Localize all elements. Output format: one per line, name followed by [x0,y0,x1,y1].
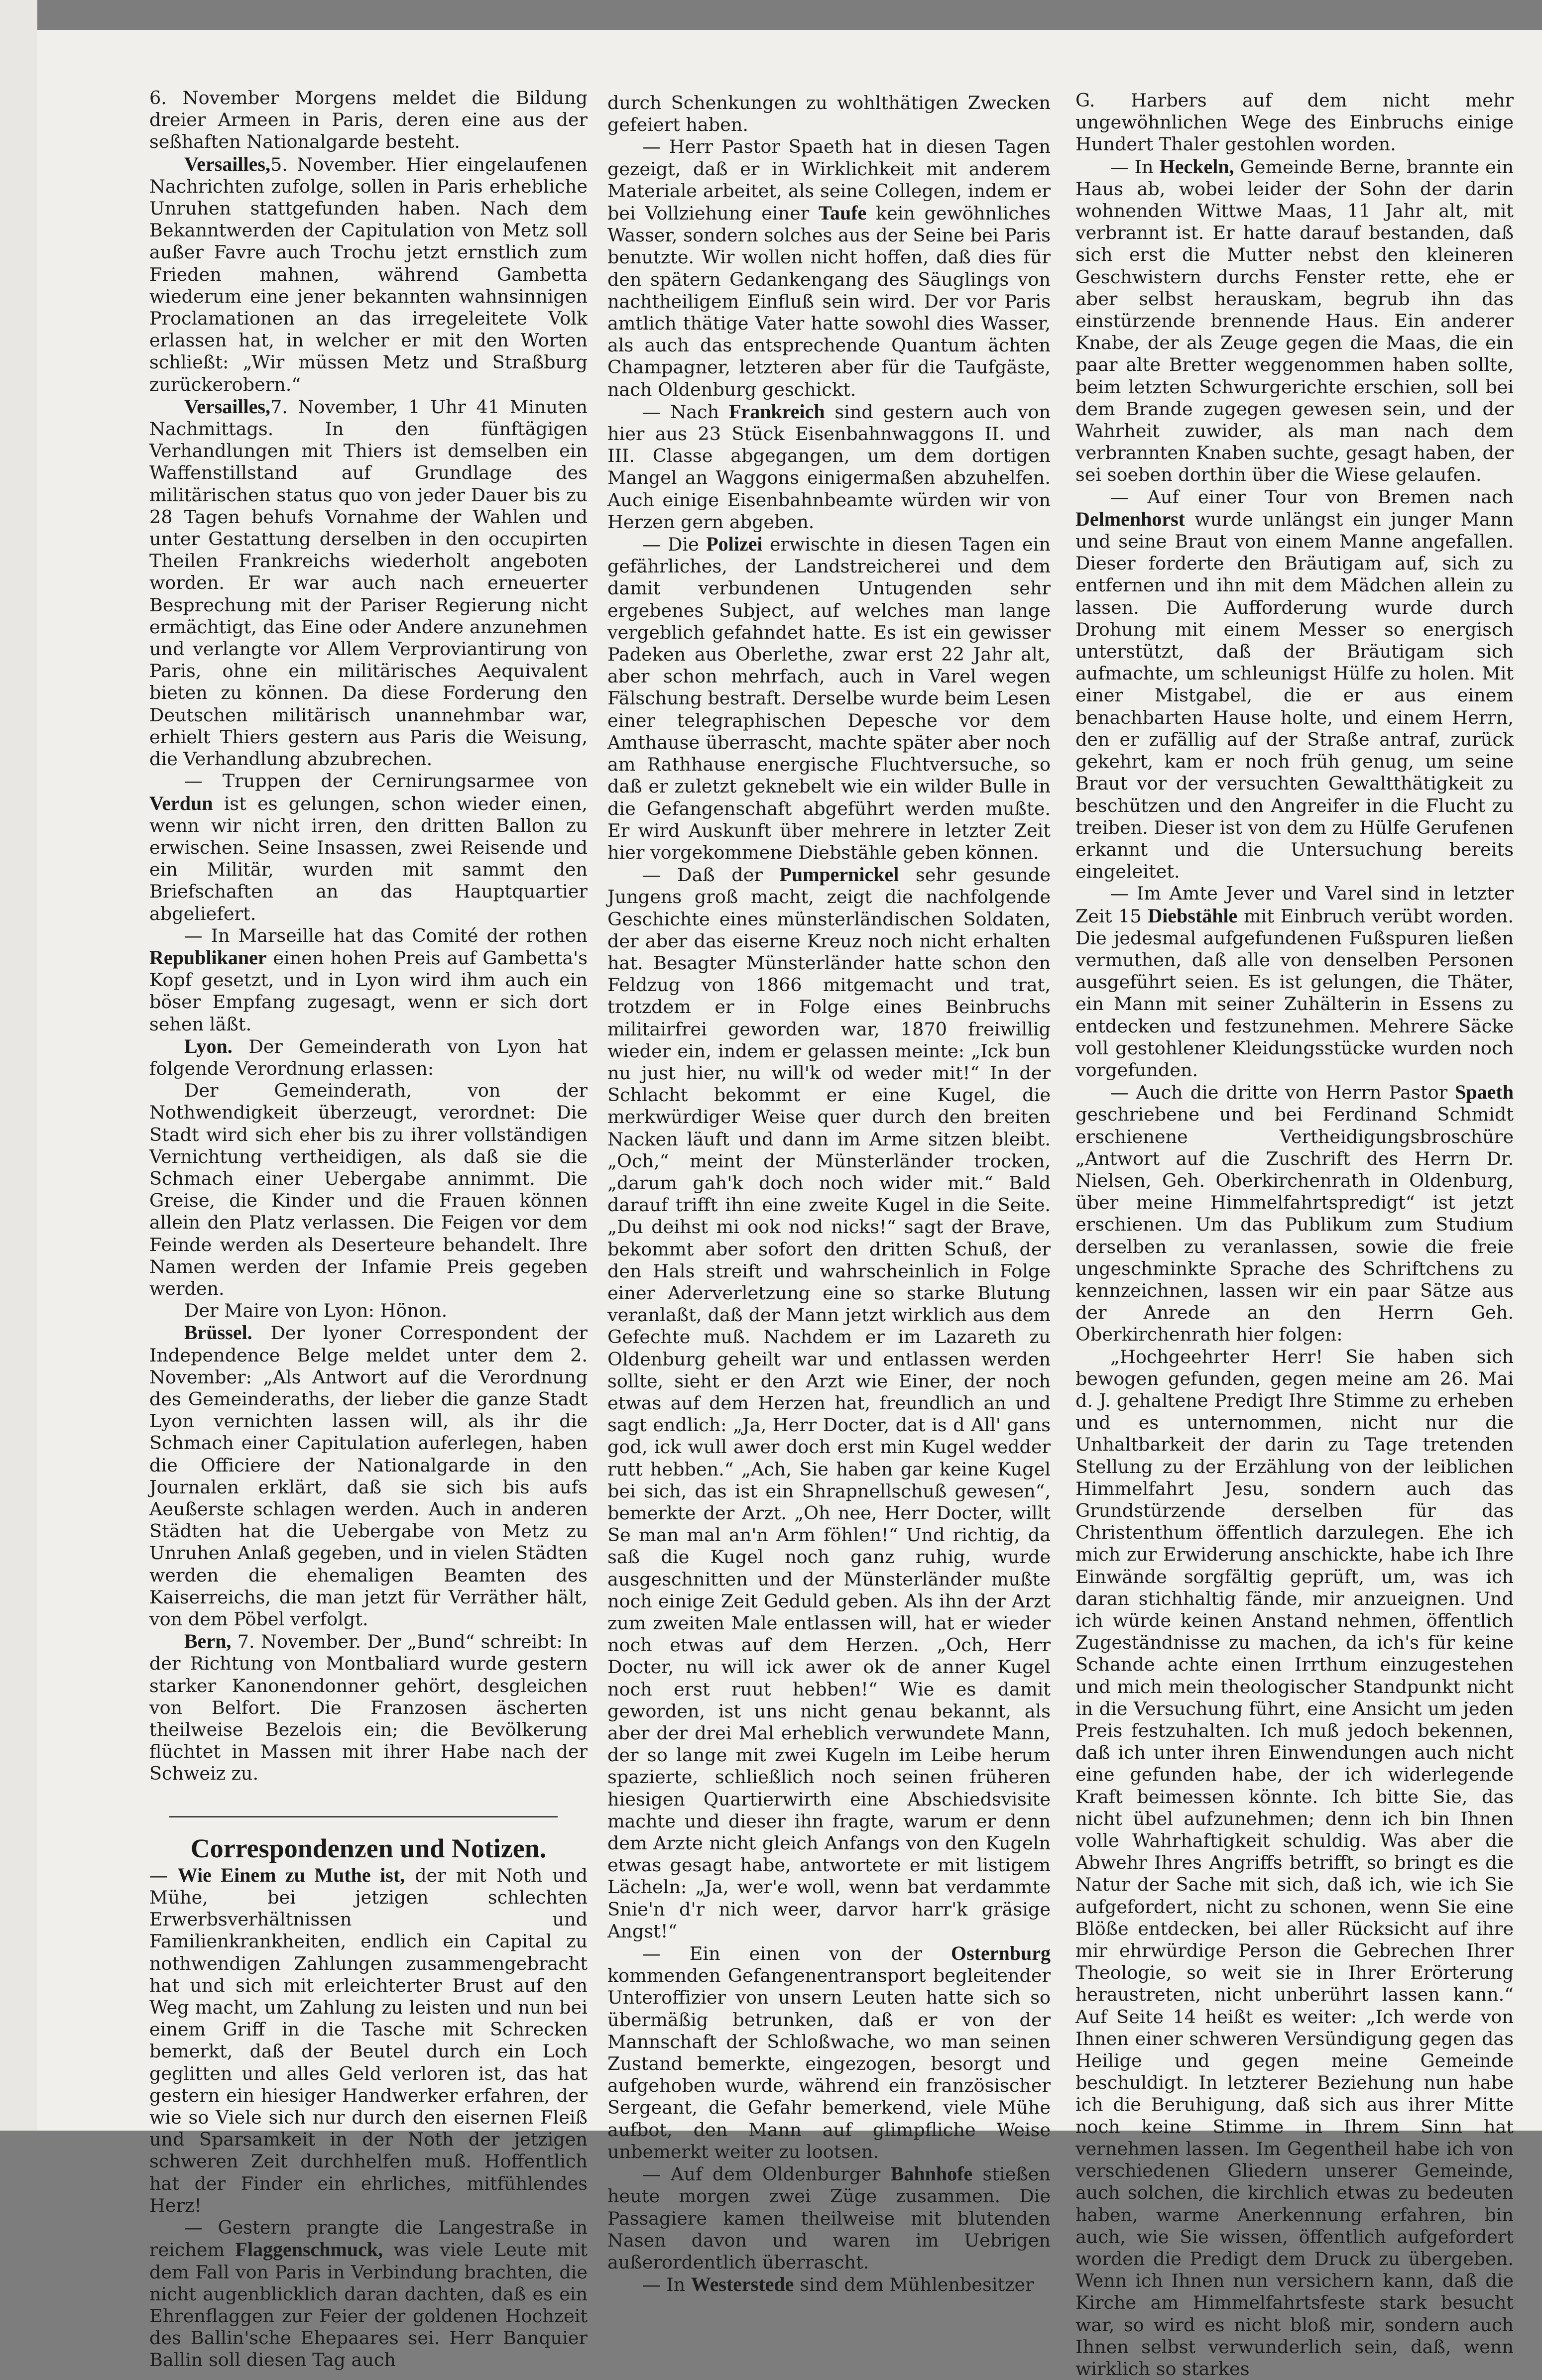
article-paragraph: Der Maire von Lyon: Hönon. [184,1300,448,1322]
article-paragraph [607,864,1051,1942]
article-text: — Nach [642,401,729,423]
article-text: einen hohen Preis auf Gambetta's Kopf gesetzt, und in Lyon wird ihm auch ein böser Empfang zugesagt, wenn er sich dort sehen läßt. [149,947,588,1035]
article-text: Der Gemeinderath von Lyon hat folgende Verordnung erlassen: [149,1035,588,1079]
section-divider [169,1816,558,1817]
article-paragraph [1075,156,1514,486]
article-paragraph [149,2217,588,2371]
article-paragraph [607,2163,1051,2273]
article-paragraph [149,770,588,924]
article-text: kommenden Gefangenentransport begleitender Unteroffizier von unsern Leuten hatte sich so übermäßig betrunken, daß er von der Mannschaft der Schloßwache, wo man seinen Zustand bemerkte, eingezogen, besorgt und aufgehoben wurde, während ein französischer Sergeant, die Gefahr bemerkend, viele Mühe aufbot, den Mann auf glimpfliche Weise unbemerkt weiter zu lootsen. [607,1965,1051,2162]
article-paragraph: durch Schenkungen zu wohlthätigen Zwecken gefeiert haben. [607,92,1051,136]
article-keyword: Flaggenschmuck, [235,2238,383,2261]
article-text: Gemeinde Berne, brannte ein Haus ab, wobei leider der Sohn der darin wohnenden Wittwe Maas, 11 Jahr alt, mit verbrannt ist. Er hatte darauf bestanden, daß sich erst die Mutter nebst den kleineren Geschwistern durchs Fenster rette, ehe er aber selbst herauskam, begrub ihn das einstürzende brennende Haus. Ein anderer Knabe, der als Zeuge gegen die Maas, die ein paar alte Bretter weggenommen haben sollte, beim letzten Schwurgerichte erschien, soll bei dem Brande zugegen gewesen sein, und der Wahrheit zuwider, als man nach dem verbrannten Knaben suchte, gesagt haben, der sei soeben dorthin über die Wiese gelaufen. [1075,156,1514,486]
article-text: — In Marseille hat das Comité der rothen [184,924,588,946]
article-keyword: Frankreich [729,400,825,423]
article-keyword: Westerstede [691,2273,794,2296]
article-keyword: Spaeth [1455,1081,1514,1104]
article-text: — [149,1864,178,1886]
article-keyword: Heckeln, [1159,155,1234,178]
article-text: geschriebene und bei Ferdinand Schmidt erschienene Vertheidigungsbroschüre „Antwort auf die Zuschrift des Herrn Dr. Nielsen, Geh. Oberkirchenrath in Oldenburg, über meine Himmelfahrtspredigt“ ist jetzt erschienen. Um das Publikum zum Studium derselben zu veranlassen, sowie die freie ungeschminkte Sprache des Schriftchens zu kennzeichnen, lassen wir ein paar Sätze aus der Anrede an den Herrn Geh. Oberkirchenrath hier folgen: [1075,1104,1514,1346]
article-text: — Die [642,534,707,556]
page-edge [0,0,37,2131]
article-text: — Auf einer Tour von Bremen nach [1110,486,1514,508]
article-text: ist es gelungen, schon wieder einen, wenn wir nicht irren, den dritten Ballon zu erwischen. Seine Insassen, zwei Reisende und ein Militär, wurden mit sammt den Briefschaften an das Hauptquartier abgeliefert. [149,793,588,924]
article-text: — Im Amte Jever und Varel sind in letzter Zeit 15 [1075,883,1514,927]
article-text: — In [1110,156,1160,178]
article-keyword: Brüssel. [184,1321,252,1344]
article-paragraph [149,1322,588,1630]
article-text: — Daß der [642,864,780,886]
article-paragraph [149,925,588,1035]
article-text: — Herr Pastor Spaeth hat in diesen Tagen gezeigt, daß er in Wirklichkeit mit anderem Materiale arbeitet, als seine Collegen, indem er bei Vollziehung einer [607,136,1051,225]
column-right [1075,90,1514,2380]
article-text: was viele Leute mit dem Fall von Paris in Verbindung brachten, die nicht augenblicklich daran dachten, daß es ein Ehrenflaggen zur Feier der goldenen Hochzeit des Ballin'sche Ehepaares sei. Herr Banquier Ballin soll diesen Tag auch [149,2239,588,2371]
article-paragraph [1075,486,1514,883]
article-keyword: Verdun [149,792,213,814]
article-text: 7. November. Der „Bund“ schreibt: In der Richtung von Montbaliard wurde gestern starker Kanonendonner gehört, desgleichen von Belfort. Die Franzosen äscherten theilweise Bezelois ein; die Bevölkerung flüchtet in Massen mit ihrer Habe nach der Schweiz zu. [149,1631,588,1785]
article-text: sind gestern auch von hier aus 23 Stück Eisenbahnwaggons II. und III. Classe abgegangen, um dem dortigen Mangel an Waggons einigermaßen abzuhelfen. Auch einige Eisenbahnbeamte würden wir von Herzen gern abgeben. [607,401,1051,533]
article-text: stießen heute morgen zwei Züge zusammen. Die Passagiere kamen theilweise mit blutenden Nasen davon und waren im Uebrigen außerordentlich überrascht. [607,2163,1051,2273]
article-keyword: Versailles, [184,395,270,418]
article-paragraph: 6. November Morgens meldet die Bildung dreier Armeen in Paris, deren eine aus der seßhaften Nationalgarde besteht. [149,87,588,153]
article-keyword: Pumpernickel [779,863,899,886]
article-text: — Auf dem Oldenburger [642,2163,891,2185]
article-keyword: Osternburg [951,1942,1051,1965]
article-paragraph: G. Harbers auf dem nicht mehr ungewöhnlichen Wege des Einbruchs einige Hundert Thaler gestohlen worden. [1075,90,1514,155]
article-paragraph [149,1630,588,1785]
article-text: — In [642,2274,691,2296]
article-text: 7. November, 1 Uhr 41 Minuten Nachmittags. In den fünftägigen Verhandlungen mit Thiers ist demselben ein Waffenstillstand auf Grundlage des militärischen status quo von jeder Dauer bis zu 28 Tagen behufs Vornahme der Wahlen und unter Gestattung derselben in den occupirten Theilen Frankreichs wiederholt angeboten worden. Er war auch nach erneuerter Besprechung mit der Pariser Regierung nicht ermächtigt, das Eine oder Andere anzunehmen und verlangte vor Allem Verproviantirung von Paris, ohne ein militärisches Aequivalent bieten zu können. Da diese Forderung den Deutschen militärisch unannehmbar war, erhielt Thiers gestern aus Paris die Weisung, die Verhandlung abzubrechen. [149,396,588,770]
article-keyword: Taufe [818,202,867,225]
article-keyword: Delmenhorst [1075,507,1185,530]
article-keyword: Diebstähle [1148,904,1238,927]
article-text: wurde unlängst ein junger Mann und seine Braut von einem Manne angefallen. Dieser forderte den Bräutigam auf, sich zu entfernen und ihn mit dem Mädchen allein zu lassen. Die Aufforderung wurde durch Drohung mit einem Messer so energisch unterstützt, daß der Bräutigam sich aufmachte, um schleunigst Hülfe zu holen. Mit einer Mistgabel, die er aus einem benachbarten Hause holte, und einem Herrn, den er zufällig auf der Straße antraf, zurück gekehrt, kam er noch früh genug, um seine Braut vor der versuchten Gewaltthätigkeit zu beschützen und den Angreifer in die Flucht zu treiben. Dieser ist von dem zu Hülfe Gerufenen erkannt und die Untersuchung bereits eingeleitet. [1075,508,1514,883]
article-paragraph [149,1035,588,1080]
article-text: Der lyoner Correspondent der Independence Belge meldet unter dem 2. November: „Als Antwort auf die Verordnung des Gemeinderaths, der lieber die ganze Stadt Lyon vernichten lassen will, als ihr die Schmach einer Capitulation auferlegen, haben die Officiere der Nationalgarde in den Journalen erklärt, daß sie sich bis aufs Aeußerste schlagen werden. Auch in anderen Städten hat die Uebergabe von Metz zu Unruhen Anlaß gegeben, und in vielen Städten werden die ehemaligen Beamten des Kaiserreichs, die man jetzt für Verräther hält, von dem Pöbel verfolgt. [149,1322,588,1630]
article-paragraph [149,153,588,396]
article-text: sehr gesunde Jungens groß macht, zeigt die nachfolgende Geschichte eines münsterländischen Soldaten, der aber das eiserne Kreuz noch nicht erhalten hat. Besagter Münsterländer hatte schon den Feldzug von 1866 mitgemacht und trat, trotzdem er in Folge eines Beinbruchs militairfrei geworden war, 1870 freiwillig wieder ein, indem er gelassen meinte: „Ick bun nu just hier, nu will'k od weder mit!“ In der Schlacht bekommt er eine Kugel, die merkwürdiger Weise quer durch den breiten Nacken läuft und dann im Arme sitzen bleibt. „Och,“ meint der Münsterländer trocken, „darum gah'k doch noch wider mit.“ Bald darauf trifft ihn eine zweite Kugel in die Seite. „Du deihst mi ook nod nicks!“ sagt der Brave, bekommt aber sofort den dritten Schuß, der den Hals streift und wahrscheinlich in Folge einer Aderverletzung eine so starke Blutung veranlaßt, daß der Mann jetzt wirklich aus dem Gefechte muß. Nachdem er im Lazareth zu Oldenburg geheilt war und entlassen werden sollte, sieht er den Arzt wie Einer, der noch etwas auf dem Herzen hat, freundlich an und sagt endlich: „Ja, Herr Docter, dat is d All' gans god, ick wull awer doch erst min Kugel wedder rutt hebben.“ „Ach, Sie haben gar keine Kugel bei sich, das ist ein Shrapnellschuß gewesen“, bemerkte der Arzt. „Oh nee, Herr Docter, willt Se man mal an'n Arm föhlen!“ Und richtig, da saß die Kugel noch ganz ruhig, wurde ausgeschnitten und der Münsterländer mußte noch einige Zeit Geduld geben. Als ihn der Arzt zum zweiten Male entlassen will, hat er wieder noch etwas auf dem Herzen. „Och, Herr Docter, nu will ick awer ok de anner Kugel noch erst ruut hebben!“ Wie es damit geworden, ist uns nicht genau bekannt, als aber der drei Mal erheblich verwundete Mann, der so lange mit zwei Kugeln im Leibe herum spazierte, schließlich noch seinen früheren hiesigen Quartierwirth eine Abschiedsvisite machte und dieser ihn fragte, warum er denn dem Arzte nicht gleich Anfangs von den Kugeln etwas gesagt habe, antwortete er mit listigem Lächeln: „Ja, wer'e woll, wenn bat verdammte Snie'n d'r nich weer, darvor harr'k gräsige Angst!“ [607,864,1051,1942]
article-paragraph [149,1864,588,2217]
article-keyword: Versailles, [184,152,270,175]
article-paragraph [1075,883,1514,1081]
notes-items-left [149,1864,588,2372]
news-items-left [149,87,588,1785]
article-paragraph [607,533,1051,864]
article-text: kein gewöhnliches Wasser, sondern solches aus der Seine bei Paris benutzte. Wir wollen nicht hoffen, daß dies für den spätern Gedankengang des Säuglings von nachtheiligem Einfluß sein wird. Der vor Paris amtlich thätige Vater hatte sowohl dies Wasser, als auch das entsprechende Quantum ächten Champagner, letzteren aber für die Taufgäste, nach Oldenburg geschickt. [607,203,1051,400]
article-text: 5. November. Hier eingelaufenen Nachrichten zufolge, sollen in Paris erhebliche Unruhen stattgefunden haben. Nach dem Bekanntwerden der Capitulation von Metz soll außer Favre auch Trochu jetzt ernstlich zum Frieden mahnen, während Gambetta wiederum eine jener bekannten wahnsinnigen Proclamationen an das irregeleitete Volk erlassen hat, in welcher er mit den Worten schließt: „Wir müssen Metz und Straßburg zurückerobern.“ [149,153,588,395]
article-keyword: Polizei [706,533,763,556]
article-paragraph [607,136,1051,400]
article-keyword: Lyon. [184,1034,233,1057]
article-text: — Ein einen von der [642,1943,951,1965]
section-heading: Correspondenzen und Notizen. [190,1833,547,1863]
article-paragraph [607,401,1051,533]
article-keyword: Bahnhofe [890,2162,973,2185]
article-paragraph: Der Gemeinderath, von der Nothwendigkeit überzeugt, verordnet: Die Stadt wird sich eher bis zu ihrer vollständigen Vernichtung vertheidigen, als daß sie die Schmach einer Uebergabe annimmt. Die Greise, die Kinder und die Frauen können allein den Platz verlassen. Die Feigen vor dem Feinde werden als Deserteure behandelt. Ihre Namen werden der Infamie Preis gegeben werden. [149,1080,588,1299]
article-keyword: Republikaner [149,946,267,969]
article-keyword: Bern, [184,1630,232,1653]
article-paragraph [607,1942,1051,2163]
article-text: erwischte in diesen Tagen ein gefährliches, der Landstreicherei und dem damit verbundenen Untugenden sehr ergebenes Subject, auf welches man lange vergeblich gefahndet hatte. Es ist ein gewisser Padeken aus Oberlethe, zwar erst 22 Jahr alt, aber schon mehrfach, auch in Varel wegen Fälschung bestraft. Derselbe wurde beim Lesen einer telegraphischen Depesche vor dem Amthause überrascht, machte später aber noch am Rathhause energische Fluchtversuche, so daß er zuletzt geknebelt wie ein wilder Bulle in die Gefangenschaft abgeführt werden mußte. Er wird Auskunft über mehrere in letzter Zeit hier vorgekommene Diebstähle geben können. [607,534,1051,863]
article-paragraph [607,2273,1051,2296]
article-text: — Auch die dritte von Herrn Pastor [1110,1082,1455,1104]
article-paragraph: „Hochgeehrter Herr! Sie haben sich bewogen gefunden, gegen meine am 26. Mai d. J. gehaltene Predigt Ihre Stimme zu erheben und es unternommen, nicht nur die Unhaltbarkeit der darin zu Tage tretenden Stellung zu der Erzählung von der leiblichen Himmelfahrt Jesu, sondern auch das Grundstürzende derselben für das Christenthum öffentlich darzulegen. Ehe ich mich zur Erwiderung anschickte, habe ich Ihre Einwände sorgfältig geprüft, um, was ich daran stichhaltig fände, mir anzueignen. Und ich würde keinen Anstand nehmen, öffentlich Zugeständnisse zu machen, da ich's für keine Schande achte einen Irrthum einzugestehen und mich mein theologischer Standpunkt nicht in die Versuchung führt, eine Ansicht um jeden Preis festzuhalten. Ich muß jedoch bekennen, daß ich unter ihren Einwendungen auch nicht eine gefunden habe, der ich widerlegende Kraft beimessen könnte. Ich bitte Sie, das nicht übel aufzunehmen; denn ich bin Ihnen volle Wahrhaftigkeit schuldig. Was aber die Abwehr Ihres Angriffs betrifft, so bringt es die Natur der Sache mit sich, daß ich, wie ich Sie aufgefordert, nicht zu schonen, wenn Sie eine Blöße entdecken, bei aller Rücksicht auf ihre mir ehrwürdige Person die Gebrechen Ihrer Theologie, so weit sie in Ihrer Erörterung heraustreten, nicht unberührt lassen kann.“ Auf Seite 14 heißt es weiter: „Ich werde von Ihnen einer schweren Versündigung gegen das Heilige und gegen meine Gemeinde beschuldigt. In letzterer Beziehung nun habe ich die Beruhigung, daß sich aus ihrer Mitte noch keine Stimme in Ihrem Sinn hat vernehmen lassen. Im Gegentheil habe ich von verschiedenen Gliedern unserer Gemeinde, auch solchen, die kirchlich etwas zu bedeuten haben, warme Anerkennung erfahren, bin auch, wie Sie wissen, öffentlich aufgefordert worden die Predigt dem Druck zu übergeben. Wenn ich Ihnen nun versichern kann, daß die Kirche am Himmelfahrtsfeste stark besucht war, so wird es nicht bloß mir, sondern auch Ihnen selbst verwunderlich sein, daß, wenn wirklich so starkes [1075,1346,1514,2380]
article-text: sind dem Mühlenbesitzer [794,2274,1034,2296]
article-paragraph [1075,1081,1514,1346]
article-text: — Gestern prangte die Langestraße in reichem [149,2217,588,2261]
article-keyword: Wie Einem zu Muthe ist, [177,1863,405,1886]
column-left [149,87,588,2372]
article-text: — Truppen der Cernirungsarmee von [184,770,588,792]
article-paragraph [149,396,588,770]
column-middle [607,92,1051,2296]
article-text: der mit Noth und Mühe, bei jetzigen schlechten Erwerbsverhältnissen und Familienkrankheiten, endlich ein Capital zu nothwendigen Zahlungen zusammengebracht hat und sich mit erleichterter Brust auf den Weg macht, um Zahlung zu leisten und nun bei einem Griff in die Tasche mit Schrecken bemerkt, daß der Beutel durch ein Loch geglitten und alles Geld verloren ist, das hat gestern ein hiesiger Handwerker erfahren, der wie so Viele sich nur durch den eisernen Fleiß und Sparsamkeit in der Noth der jetzigen schweren Zeit durchhelfen muß. Hoffentlich hat der Finder ein ehrliches, mitfühlendes Herz! [149,1864,588,2216]
article-text: mit Einbruch verübt worden. Die jedesmal aufgefundenen Fußspuren ließen vermuthen, daß alle von denselben Personen ausgeführt seien. Es ist gelungen, die Thäter, ein Mann mit seiner Zuhälterin in Essens zu entdecken und festzunehmen. Mehrere Säcke voll gestohlener Kleidungsstücke wurden noch vorgefunden. [1075,905,1514,1081]
